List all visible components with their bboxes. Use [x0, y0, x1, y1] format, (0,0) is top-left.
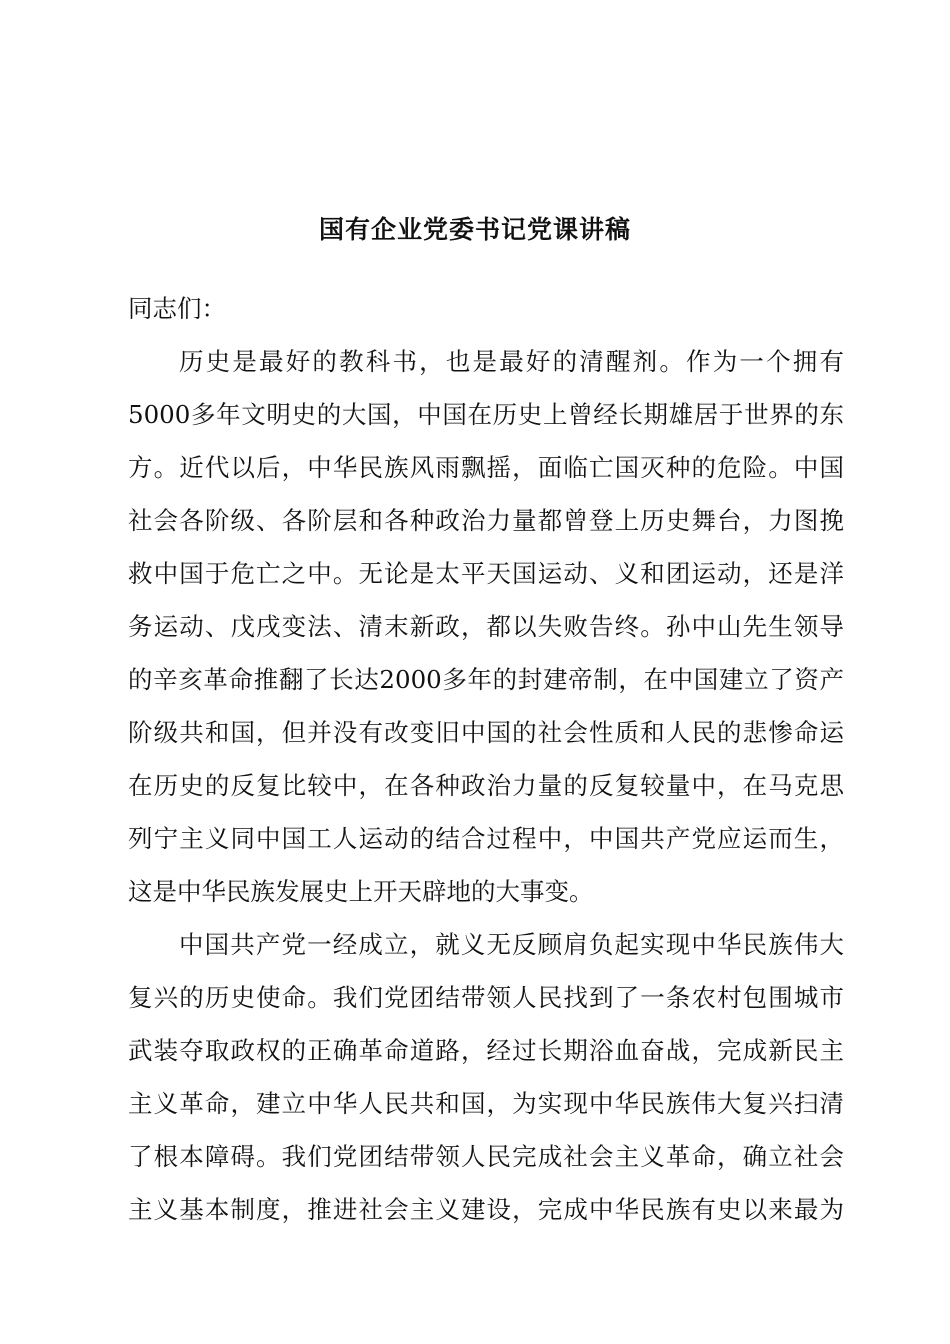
paragraph-line: 社会各阶级、各阶层和各种政治力量都曾登上历史舞台，力图挽	[128, 506, 844, 535]
paragraph-line: 历史是最好的教科书，也是最好的清醒剂。作为一个拥有	[179, 347, 844, 376]
paragraph-line: 救中国于危亡之中。无论是太平天国运动、义和团运动，还是洋	[128, 559, 844, 588]
paragraph-1	[128, 335, 844, 918]
paragraph-line: 主义基本制度，推进社会主义建设，完成中华民族有史以来最为	[128, 1195, 844, 1224]
paragraph-line: 武装夺取政权的正确革命道路，经过长期浴血奋战，完成新民主	[128, 1036, 844, 1065]
paragraph-line: 这是中华民族发展史上开天辟地的大事变。	[128, 877, 594, 906]
salutation: 同志们：	[128, 294, 226, 323]
paragraph-2	[128, 918, 844, 1236]
paragraph-line: 列宁主义同中国工人运动的结合过程中，中国共产党应运而生，	[128, 824, 844, 853]
paragraph-line: 在历史的反复比较中，在各种政治力量的反复较量中，在马克思	[128, 771, 844, 800]
paragraph-line: 5000多年文明史的大国，中国在历史上曾经长期雄居于世界的东	[128, 400, 844, 429]
paragraph-line: 阶级共和国，但并没有改变旧中国的社会性质和人民的悲惨命运	[128, 718, 844, 747]
paragraph-line: 复兴的历史使命。我们党团结带领人民找到了一条农村包围城市	[128, 983, 844, 1012]
document-body	[128, 282, 844, 1236]
paragraph-line: 方。近代以后，中华民族风雨飘摇，面临亡国灭种的危险。中国	[128, 453, 844, 482]
paragraph-line: 中国共产党一经成立，就义无反顾肩负起实现中华民族伟大	[179, 930, 844, 959]
paragraph-line: 务运动、戊戌变法、清末新政，都以失败告终。孙中山先生领导	[128, 612, 844, 641]
paragraph-line: 了根本障碍。我们党团结带领人民完成社会主义革命，确立社会	[128, 1142, 844, 1171]
paragraph-line: 的辛亥革命推翻了长达2000多年的封建帝制，在中国建立了资产	[128, 665, 844, 694]
paragraph-line: 主义革命，建立中华人民共和国，为实现中华民族伟大复兴扫清	[128, 1089, 844, 1118]
document-title: 国有企业党委书记党课讲稿	[318, 215, 631, 244]
